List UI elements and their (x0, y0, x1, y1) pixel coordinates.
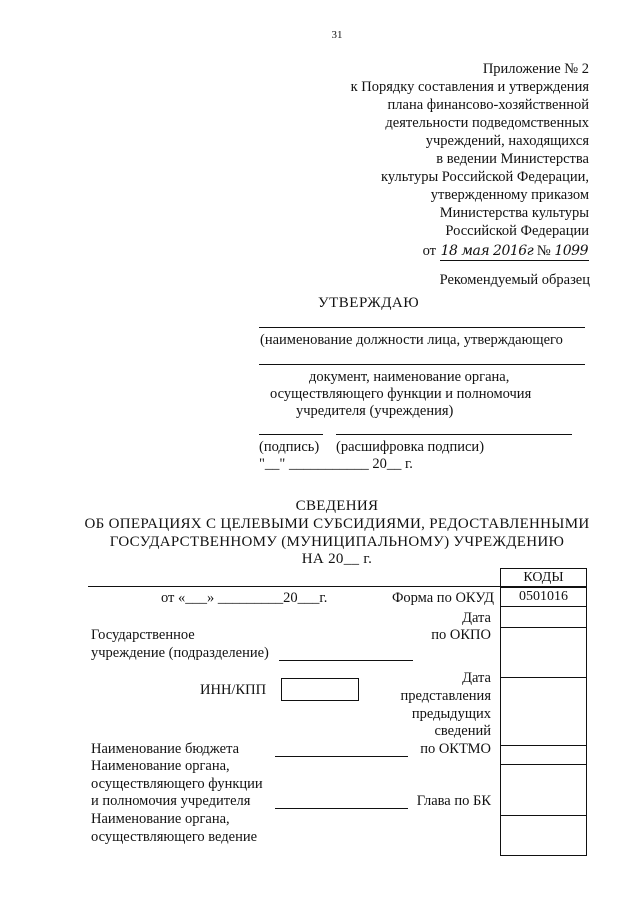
okud-code-cell: 0501016 (501, 587, 586, 606)
founder-label: и полномочия учредителя (91, 793, 251, 809)
bk-code-cell (501, 764, 586, 815)
order-date-handwritten: 18 мая 2016г (440, 243, 534, 259)
appendix-line: деятельности подведомственных (385, 115, 589, 131)
appendix-line: плана финансово-хозяйственной (387, 97, 589, 113)
order-prefix: от (422, 243, 436, 259)
approver-position-line (259, 327, 585, 328)
appendix-line: учреждений, находящихся (425, 133, 589, 149)
founder-label: осуществляющего функции (91, 776, 263, 792)
institution-label: учреждение (подразделение) (91, 645, 269, 661)
approver-organ-line (259, 364, 585, 365)
inn-kpp-label: ИНН/КПП (200, 682, 267, 698)
signature-decoding-line (336, 434, 572, 435)
appendix-line: Приложение № 2 (482, 61, 589, 77)
document-title: СВЕДЕНИЯ (295, 498, 379, 514)
approval-date-line: "__" ___________ 20__ г. (259, 456, 413, 472)
okpo-label: по ОКПО (431, 627, 491, 643)
codes-header: КОДЫ (500, 568, 587, 587)
appendix-line: к Порядку составления и утверждения (350, 79, 589, 95)
approver-caption-line: документ, наименование органа, (309, 369, 510, 385)
oktmo-code-cell (501, 745, 586, 764)
codes-table (500, 568, 587, 856)
signature-line (259, 434, 323, 435)
approver-caption-line: учредителя (учреждения) (296, 403, 454, 419)
management-label: Наименование органа, (91, 811, 230, 827)
appendix-line: утвержденному приказом (430, 187, 589, 203)
approve-heading: УТВЕРЖДАЮ (318, 295, 420, 311)
prev-date-code-cell (501, 677, 586, 745)
okud-label: Форма по ОКУД (391, 590, 494, 606)
signature-decoding-label: (расшифровка подписи) (336, 439, 485, 455)
founder-label: Наименование органа, (91, 758, 230, 774)
page-number: 31 (331, 29, 343, 41)
document-year-line: НА 20__ г. (301, 551, 373, 567)
date-code-cell (501, 606, 586, 627)
management-label: осуществляющего ведение (91, 829, 258, 845)
okpo-code-cell (501, 627, 586, 677)
appendix-line: культуры Российской Федерации, (381, 169, 589, 185)
institution-field-line (279, 660, 413, 661)
order-number-label: № (536, 243, 551, 259)
order-reference (289, 242, 589, 261)
prev-date-label: представления (400, 688, 491, 704)
document-subtitle: ГОСУДАРСТВЕННОМУ (МУНИЦИПАЛЬНОМУ) УЧРЕЖДЕНИЮ (109, 534, 565, 550)
bk-label: Глава по БК (416, 793, 491, 809)
appendix-line: Российской Федерации (445, 223, 589, 239)
appendix-line: в ведении Министерства (436, 151, 589, 167)
prev-date-label: сведений (434, 723, 491, 739)
signature-label: (подпись) (259, 439, 320, 455)
appendix-line: Министерства культуры (439, 205, 589, 221)
budget-label: Наименование бюджета (91, 741, 240, 757)
founder-field-line (275, 808, 408, 809)
oktmo-label: по ОКТМО (420, 741, 491, 757)
management-code-cell (501, 815, 586, 855)
prev-date-label: предыдущих (411, 706, 491, 722)
order-number-handwritten: 1099 (554, 243, 588, 259)
approver-caption-line: (наименование должности лица, утверждающего (260, 332, 563, 348)
document-subtitle: ОБ ОПЕРАЦИЯХ С ЦЕЛЕВЫМИ СУБСИДИЯМИ, РЕДОСТАВЛЕННЫМИ (84, 516, 590, 532)
budget-field-line (275, 756, 408, 757)
appendix-block (289, 60, 589, 261)
institution-label: Государственное (91, 627, 195, 643)
inn-kpp-input[interactable] (281, 678, 359, 701)
form-header-rule (88, 586, 500, 587)
report-date-field: от «___» _________20___г. (161, 590, 328, 606)
recommended-sample-label: Рекомендуемый образец (439, 272, 590, 288)
date-label: Дата (462, 610, 491, 626)
approver-caption-line: осуществляющего функции и полномочия (270, 386, 532, 402)
prev-date-label: Дата (462, 670, 491, 686)
